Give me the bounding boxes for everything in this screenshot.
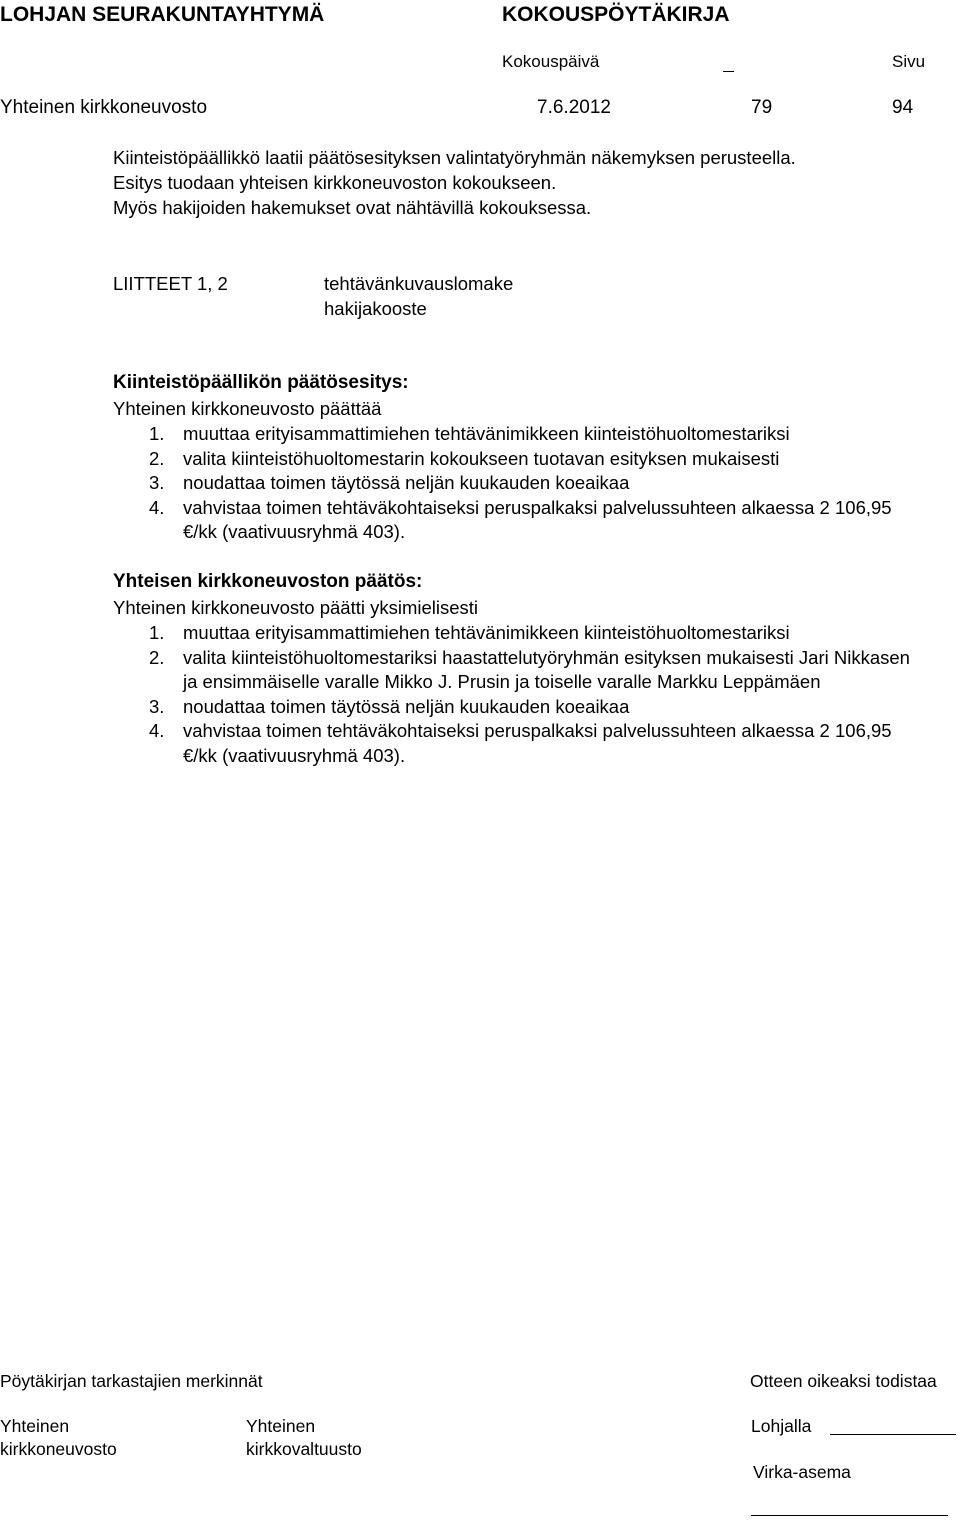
place-label: Lohjalla <box>751 1416 812 1436</box>
list-item-text: vahvistaa toimen tehtäväkohtaiseksi peruspalkaksi palvelussuhteen alkaessa 2 106,95 €/kk (vaativuusryhmä 403). <box>183 720 892 766</box>
certified-label: Otteen oikeaksi todistaa <box>750 1371 937 1391</box>
organization-name: LOHJAN SEURAKUNTAYHTYMÄ <box>0 3 325 26</box>
list-item-text: noudattaa toimen täytössä neljän kuukauden koeaikaa <box>183 695 630 717</box>
decision-list <box>149 621 929 768</box>
list-item-text: noudattaa toimen täytössä neljän kuukauden koeaikaa <box>183 472 630 493</box>
page-label: Sivu <box>892 52 926 71</box>
signature-col1-line2: kirkkoneuvosto <box>0 1439 117 1459</box>
list-item <box>149 621 929 646</box>
list-item-number: 3. <box>149 695 165 717</box>
list-item-text: valita kiinteistöhuoltomestarin kokoukseen tuotavan esityksen mukaisesti <box>183 447 780 469</box>
list-item-number: 1. <box>149 423 165 444</box>
proposal-heading: Kiinteistöpäällikön päätösesitys: <box>113 372 409 393</box>
meeting-date-label: Kokouspäivä <box>502 52 600 71</box>
signature-col2-line1: Yhteinen <box>246 1416 316 1436</box>
proposal-list <box>149 422 929 545</box>
meeting-body: Yhteinen kirkkoneuvosto <box>0 97 208 118</box>
decision-lead: Yhteinen kirkkoneuvosto päätti yksimielisesti <box>113 597 479 618</box>
meeting-date: 7.6.2012 <box>537 97 611 118</box>
list-item <box>149 496 929 545</box>
reviewers-label: Pöytäkirjan tarkastajien merkinnät <box>0 1371 263 1391</box>
signature-col1-line1: Yhteinen <box>0 1416 70 1436</box>
list-item <box>149 719 929 768</box>
list-item-number: 4. <box>149 496 165 518</box>
list-item <box>149 422 929 447</box>
intro-line-1: Kiinteistöpäällikkö laatii päätösesityksen valintatyöryhmän näkemyksen perusteella. <box>113 147 796 168</box>
position-label: Virka-asema <box>753 1462 851 1482</box>
list-item-text: muuttaa erityisammattimiehen tehtävänimikkeen kiinteistöhuoltomestariksi <box>183 423 790 444</box>
attachment-item: hakijakooste <box>324 298 427 319</box>
section-number: 79 <box>751 97 773 118</box>
document-type: KOKOUSPÖYTÄKIRJA <box>502 3 730 26</box>
page-number: 94 <box>892 97 914 118</box>
signature-col2-line2: kirkkovaltuusto <box>246 1439 362 1459</box>
header-short-rule <box>723 71 734 72</box>
list-item-text: vahvistaa toimen tehtäväkohtaiseksi peruspalkaksi palvelussuhteen alkaessa 2 106,95 €/kk (vaativuusryhmä 403). <box>183 496 892 542</box>
list-item-text: muuttaa erityisammattimiehen tehtävänimikkeen kiinteistöhuoltomestariksi <box>183 622 790 643</box>
place-signature-line <box>830 1434 956 1435</box>
intro-line-3: Myös hakijoiden hakemukset ovat nähtävillä kokouksessa. <box>113 197 592 218</box>
decision-heading: Yhteisen kirkkoneuvoston päätös: <box>113 571 423 592</box>
signature-line <box>751 1515 948 1516</box>
attachment-item: tehtävänkuvauslomake <box>324 273 514 294</box>
list-item-text: valita kiinteistöhuoltomestariksi haastattelutyöryhmän esityksen mukaisesti Jari Nikkasen ja ensimmäiselle varalle Mikko J. Prusin ja toiselle varalle Markku Leppämäen <box>183 646 910 692</box>
list-item <box>149 471 929 496</box>
list-item <box>149 695 929 720</box>
attachments-label: LIITTEET 1, 2 <box>113 273 228 294</box>
list-item-number: 4. <box>149 720 165 741</box>
list-item-number: 3. <box>149 472 165 493</box>
proposal-lead: Yhteinen kirkkoneuvosto päättää <box>113 398 382 419</box>
intro-line-2: Esitys tuodaan yhteisen kirkkoneuvoston kokoukseen. <box>113 172 557 193</box>
list-item-number: 1. <box>149 622 165 643</box>
list-item-number: 2. <box>149 447 165 469</box>
list-item <box>149 646 929 695</box>
list-item <box>149 447 929 472</box>
list-item-number: 2. <box>149 646 165 668</box>
